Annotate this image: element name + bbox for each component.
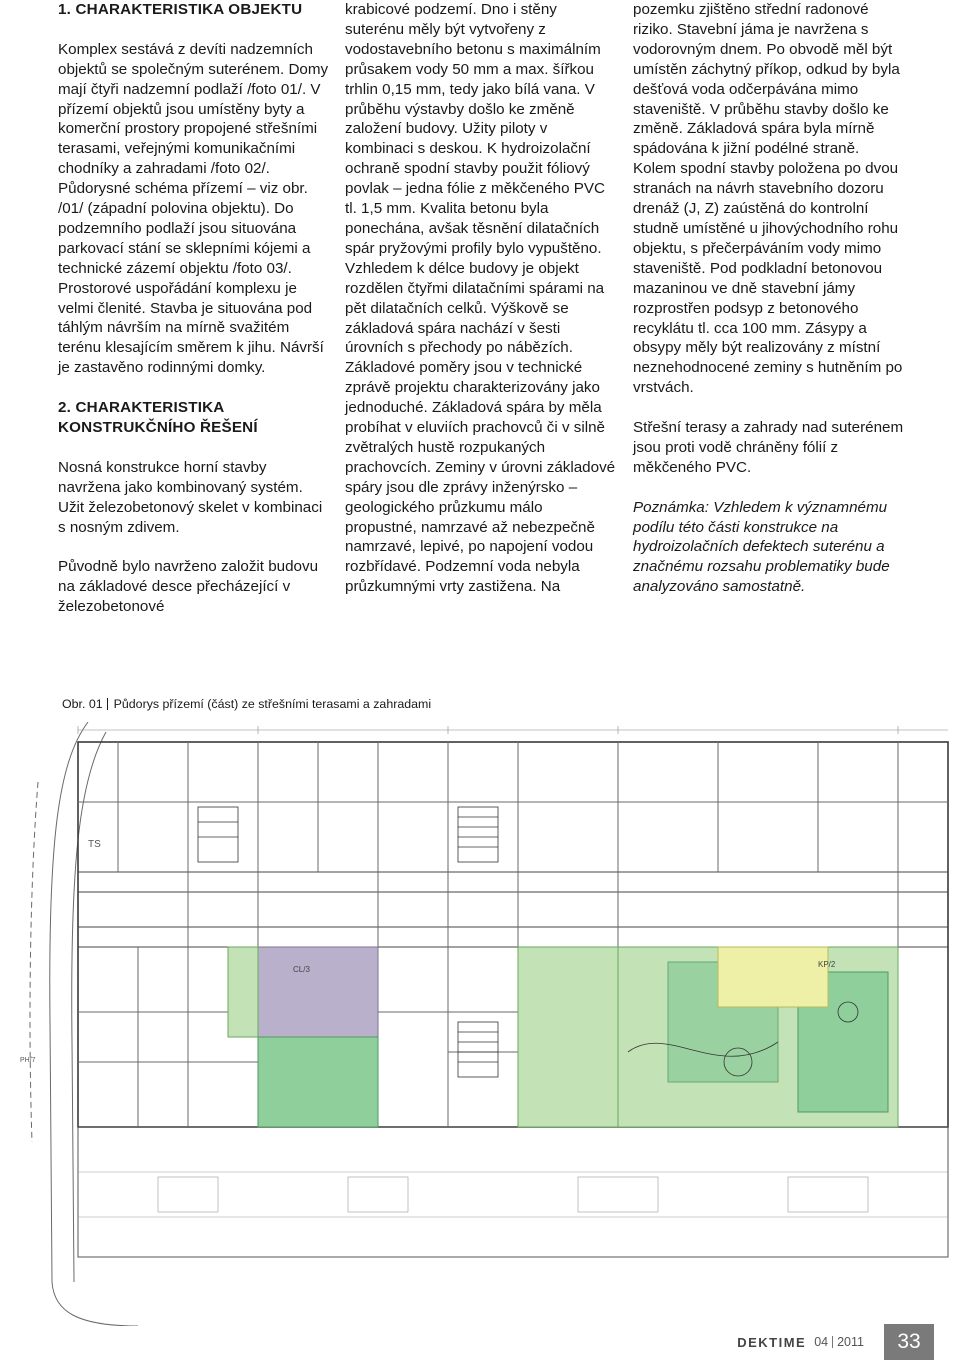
green-area-1 xyxy=(258,1037,378,1127)
issue-number: 04 xyxy=(814,1335,829,1349)
magazine-name: DEKTIME xyxy=(737,1334,807,1350)
section-heading-1: 1. CHARAKTERISTIKA OBJEKTU xyxy=(58,1,303,18)
section-heading-2: 2. CHARAKTERISTIKA KONSTRUKČNÍHO ŘEŠENÍ xyxy=(58,399,258,436)
green-area-2 xyxy=(518,947,618,1127)
paragraph: pozemku zjištěno střední radonové riziko. Stavební jáma je navržena s vodorovným dnem. Po obvodě měl být umístěn záchytný příkop, odkud by byla dešťová voda odčerpávána mimo staveniště. V průběhu stavby došlo ke změně. Základová spára byla mírně spádována k jižní podélné straně. Kolem spodní stavby položena po dvou stranách na návrh stavebního dozoru drenáž (J, Z) zaústěná do kontrolní studně umístěné u jihovýchodního rohu objektu, s přečerpáváním vody mimo staveniště. Pod podkladní betonovou mazaninou ve dně stavební jámy rozprostřen podsyp z betonového recyklátu tl. cca 100 mm. Zásypy a obsypy měly být realizovány z místní neznehodnocené zeminy s hutněním po vrstvách. xyxy=(633,1,903,397)
plan-label-ts: TS xyxy=(88,839,101,850)
figure-caption xyxy=(62,697,431,711)
text-column-2 xyxy=(345,0,617,617)
note-paragraph: Poznámka: Vzhledem k významnému podílu této části konstrukce na hydroizolačních defektech suterénu a značnému rozsahu problematiky bude analyzováno samostatně. xyxy=(633,498,890,596)
terrace-strip xyxy=(78,1127,948,1257)
site-boundary-curve xyxy=(50,722,138,1326)
paragraph: Komplex sestává z devíti nadzemních objektů se společným suterénem. Domy mají čtyři nadzemní podlaží /foto 01/. V přízemí objektů jsou umístěny byty a komerční prostory propojené střešními terasami, veřejnými komunikačními chodníky a zahradami /foto 02/. Půdorysné schéma přízemí – viz obr. /01/ (západní polovina objektu). Do podzemního podlaží jsou situována parkovací stání se sklepními kójemi a technické zázemí objektu /foto 03/. Prostorové uspořádání komplexu je velmi členité. Stavba je situována pod táhlým návrším na mírně svažitém terénu klesajícím směrem k jihu. Návrší je zastavěno rodinnými domky. xyxy=(58,40,329,377)
purple-area xyxy=(258,947,378,1037)
plan-label-kp: KP/2 xyxy=(818,960,836,969)
text-column-3 xyxy=(633,0,905,617)
plan-label-ph: PH/7 xyxy=(20,1057,36,1064)
paragraph: Původně bylo navrženo založit budovu na základové desce přecházející v železobetonové xyxy=(58,558,319,616)
figure-caption-text: Půdorys přízemí (část) ze střešními terasami a zahradami xyxy=(113,697,432,711)
issue-year: 2011 xyxy=(837,1335,864,1349)
floor-plan-drawing xyxy=(18,722,960,1326)
green-strip xyxy=(228,947,258,1037)
text-column-1 xyxy=(58,0,330,637)
figure-label: Obr. 01 xyxy=(62,697,103,711)
paragraph: krabicové podzemí. Dno i stěny suterénu měly být vytvořeny z vodostavebního betonu s maximálním průsakem vody 50 mm a max. šířkou trhlin 0,15 mm, tedy jako bílá vana. V průběhu výstavby došlo ke změně založení budovy. Užity piloty v kombinaci s deskou. K hydroizolační ochraně spodní stavby použit fóliový povlak – jedna fólie z měkčeného PVC tl. 1,5 mm. Kvalita betonu byla ponechána, avšak těsnění dilatačních spár pryžovými profily bylo vypuštěno. Vzhledem k délce budovy je objekt rozdělen čtyřmi dilatačními spárami na pět dilatačních celků. Výškově se základová spára nachází v šesti úrovních s přechody po nábězích. Základové poměry jsou v technické zprávě projektu charakterizovány jako jednoduché. Základová spára by měla probíhat v eluviích prachovců či v silně zvětralých hustě rozpukaných prachovcích. Zeminy v úrovni základové spáry jsou dle zprávy inženýrsko – geologického průzkumu málo propustné, namrzavé až nebezpečně namrzavé, lepivé, po napojení vodou rozbřídavé. Podzemní voda nebyla průzkumnými vrty zastižena. Na xyxy=(345,1,616,596)
caption-divider xyxy=(107,698,108,710)
page-footer xyxy=(737,1324,934,1360)
yellow-area xyxy=(718,947,828,1007)
page-number: 33 xyxy=(884,1324,934,1360)
paragraph: Nosná konstrukce horní stavby navržena jako kombinovaný systém. Užit železobetonový skelet v kombinaci s nosným zdivem. xyxy=(58,458,323,536)
issue-info xyxy=(814,1335,864,1349)
issue-divider xyxy=(832,1336,833,1348)
plan-label-cl: CL/3 xyxy=(293,965,310,974)
paragraph: Střešní terasy a zahrady nad suterénem jsou proti vodě chráněny fólií z měkčeného PVC. xyxy=(633,419,904,476)
